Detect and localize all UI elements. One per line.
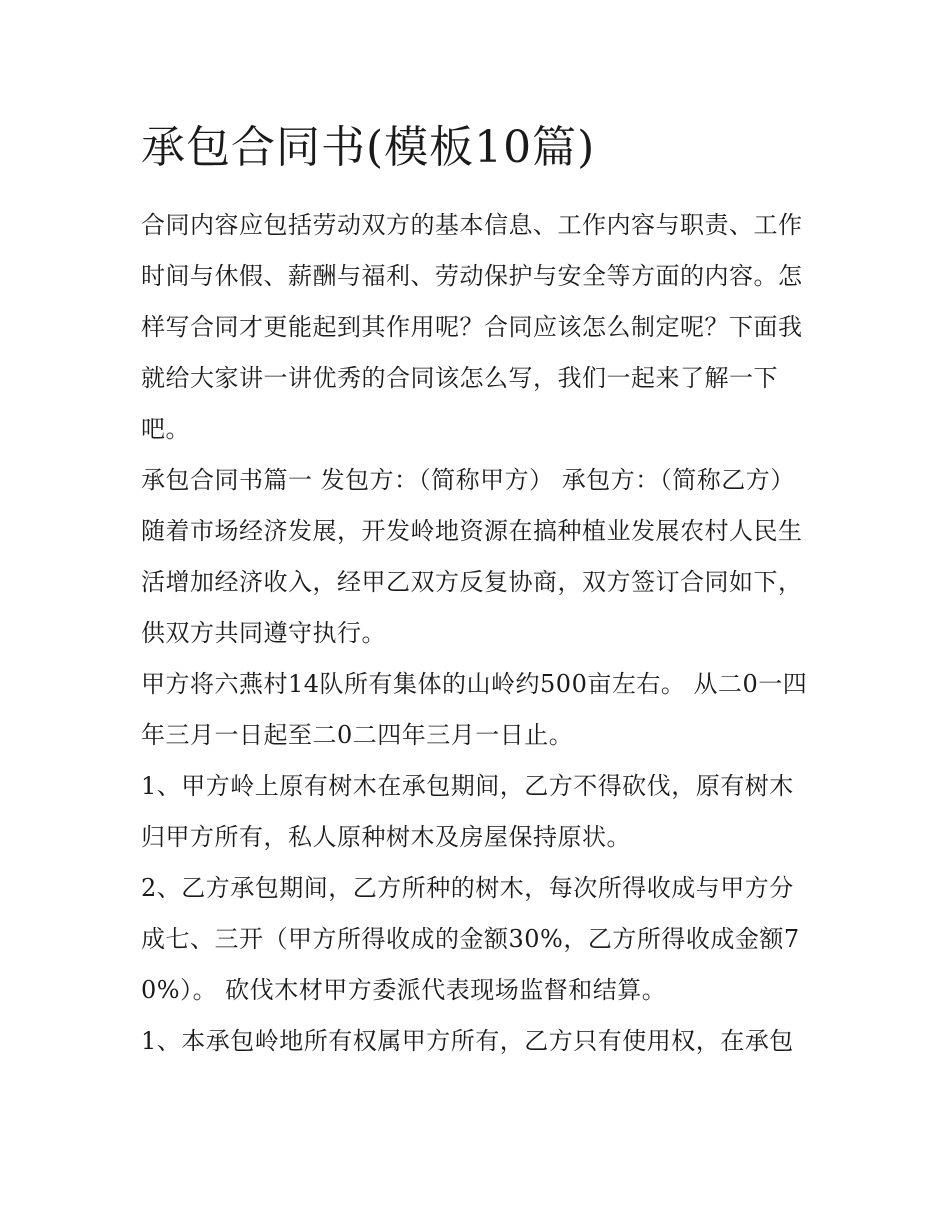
clause-paragraph: 1、本承包岭地所有权属甲方所有，乙方只有使用权，在承包 — [141, 1027, 794, 1055]
clause-paragraph: 1、甲方岭上原有树木在承包期间，乙方不得砍伐，原有树木归甲方所有，私人原种树木及房屋保持原状。 — [141, 772, 794, 851]
land-term-paragraph: 甲方将六燕村14队所有集体的山岭约500亩左右。 从二0一四年三月一日起至二0二四年三月一日止。 — [141, 670, 808, 749]
contract-parties-paragraph: 承包合同书篇一 发包方：（简称甲方） 承包方：（简称乙方） — [141, 466, 795, 494]
clause-paragraph: 2、乙方承包期间，乙方所种的树木，每次所得收成与甲方分成七、三开（甲方所得收成的金额30%，乙方所得收成金额70%）。 砍伐木材甲方委派代表现场监督和结算。 — [141, 874, 800, 1004]
intro-paragraph: 合同内容应包括劳动双方的基本信息、工作内容与职责、工作时间与休假、薪酬与福利、劳动保护与安全等方面的内容。怎样写合同才更能起到其作用呢？合同应该怎么制定呢？下面我就给大家讲一讲优秀的合同该怎么写，我们一起来了解一下吧。 — [141, 211, 803, 443]
document-body — [141, 118, 816, 1067]
document-title: 承包合同书(模板10篇) — [141, 122, 596, 173]
background-paragraph: 随着市场经济发展，开发岭地资源在搞种植业发展农村人民生活增加经济收入，经甲乙双方反复协商，双方签订合同如下，供双方共同遵守执行。 — [141, 517, 803, 647]
